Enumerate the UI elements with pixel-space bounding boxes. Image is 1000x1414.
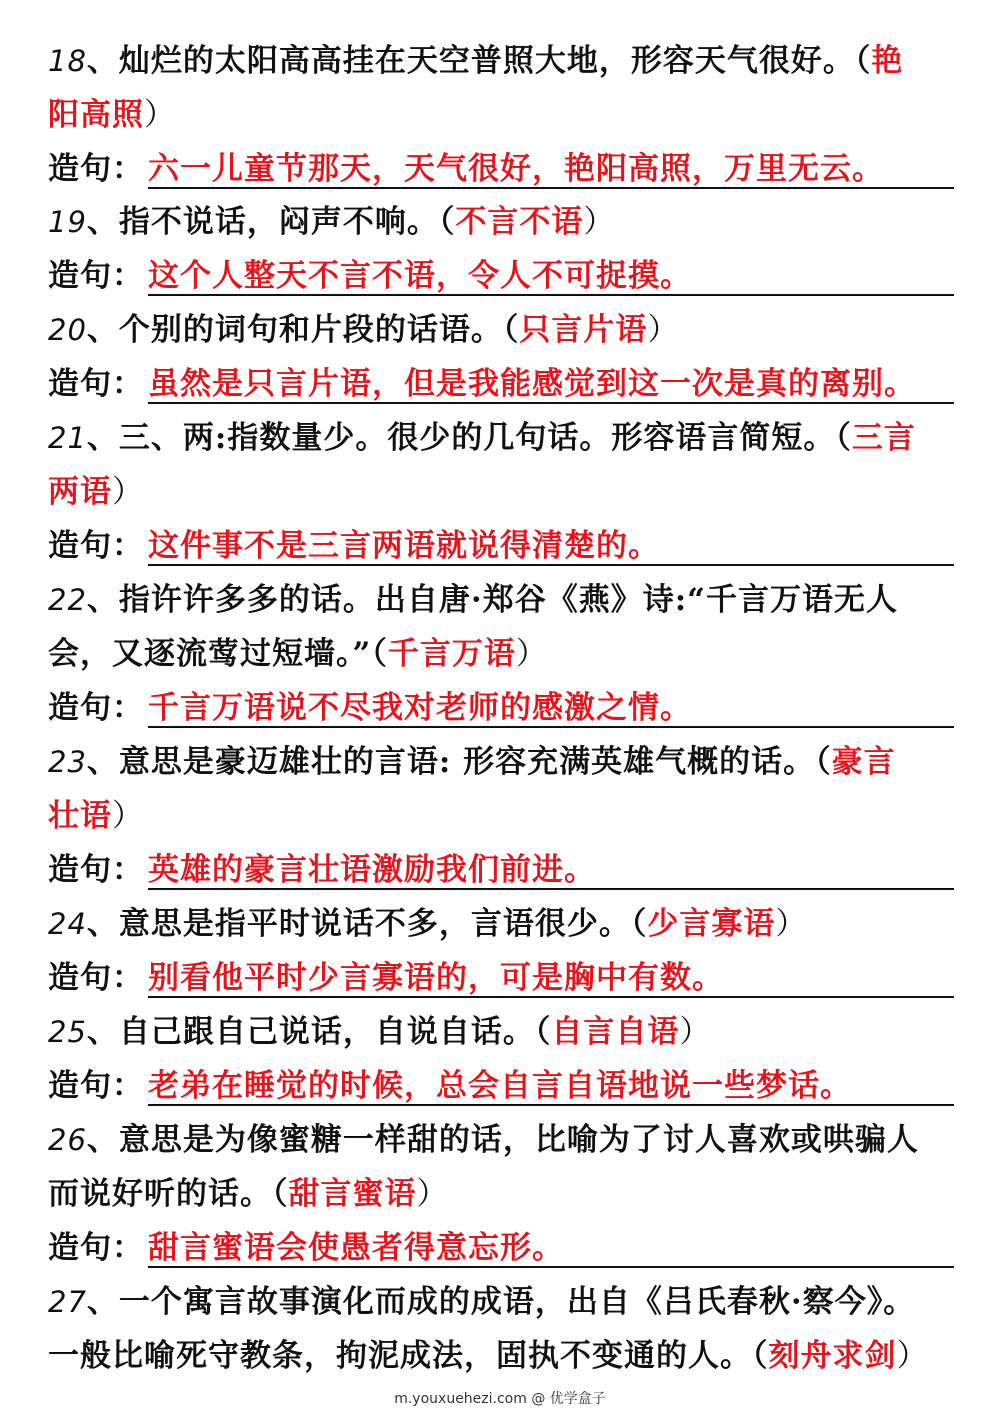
question-text: 、意思是豪迈雄壮的言语: 形容充满英雄气概的话。（: [86, 744, 832, 780]
sentence-row: [48, 256, 954, 296]
answer-underline: [148, 996, 954, 998]
question-text: 而说好听的话。（: [48, 1176, 289, 1212]
answer-underline: [148, 1104, 954, 1106]
answer-underline: [148, 294, 954, 296]
question-number: 26: [48, 1123, 87, 1157]
question-line: [48, 904, 954, 944]
sentence-label: 造句：: [48, 258, 144, 294]
sentence-row: [48, 1228, 954, 1268]
sentence-row: [48, 149, 954, 189]
closing-paren: ）: [144, 97, 176, 133]
answer-idiom: 只言片语: [519, 312, 648, 348]
question-line: [48, 472, 954, 512]
question-text: 一般比喻死守教条，拘泥成法，固执不变通的人。（: [48, 1338, 769, 1374]
answer-idiom: 两语: [48, 474, 112, 510]
example-sentence: 这件事不是三言两语就说得清楚的。: [148, 528, 660, 564]
question-number: 22: [48, 583, 87, 617]
answer-idiom: 三言: [851, 420, 916, 456]
question-text: 、自己跟自己说话，自说自话。（: [86, 1014, 552, 1050]
answer-idiom: 不言不语: [455, 204, 584, 240]
question-line: [48, 1120, 954, 1160]
question-line: [48, 580, 954, 620]
example-sentence: 虽然是只言片语，但是我能感觉到这一次是真的离别。: [148, 366, 916, 402]
sentence-row: [48, 1066, 954, 1106]
closing-paren: ）: [679, 1014, 712, 1050]
closing-paren: ）: [112, 798, 144, 834]
sentence-label: 造句：: [48, 366, 144, 402]
question-line: [48, 41, 954, 81]
question-text: 、三、两:指数量少。很少的几句话。形容语言简短。（: [86, 420, 852, 456]
question-number: 18: [48, 44, 87, 78]
answer-idiom: 壮语: [48, 798, 112, 834]
closing-paren: ）: [515, 636, 548, 672]
question-line: [48, 1174, 954, 1214]
question-number: 27: [48, 1285, 87, 1319]
question-line: [48, 634, 954, 674]
closing-paren: ）: [896, 1338, 929, 1374]
answer-underline: [148, 402, 954, 404]
question-text: 、个别的词句和片段的话语。（: [86, 312, 520, 348]
example-sentence: 六一儿童节那天，天气很好，艳阳高照，万里无云。: [148, 151, 884, 187]
example-sentence: 甜言蜜语会使愚者得意忘形。: [148, 1230, 564, 1266]
question-line: [48, 202, 954, 242]
answer-underline: [148, 888, 954, 890]
question-number: 23: [48, 745, 87, 779]
footer-watermark: m.youxuehezi.com @ 优学盒子: [394, 1391, 606, 1407]
closing-paren: ）: [112, 474, 144, 510]
answer-idiom: 阳高照: [48, 97, 144, 133]
question-text: 、指不说话，闷声不响。（: [86, 204, 456, 240]
sentence-label: 造句：: [48, 852, 144, 888]
sentence-label: 造句：: [48, 1068, 144, 1104]
question-text: 、意思是指平时说话不多，言语很少。（: [86, 906, 648, 942]
closing-paren: ）: [416, 1176, 449, 1212]
answer-idiom: 千言万语: [387, 636, 516, 672]
answer-idiom: 艳: [871, 43, 904, 79]
sentence-label: 造句：: [48, 690, 144, 726]
sentence-row: [48, 526, 954, 566]
sentence-label: 造句：: [48, 151, 144, 187]
question-text: 、指许许多多的话。出自唐·郑谷《燕》诗:“千言万语无人: [86, 582, 898, 618]
question-text: 、灿烂的太阳高高挂在天空普照大地，形容天气很好。（: [86, 43, 872, 79]
question-line: [48, 310, 954, 350]
question-number: 19: [48, 205, 87, 239]
answer-underline: [148, 1266, 954, 1268]
example-sentence: 别看他平时少言寡语的，可是胸中有数。: [148, 960, 724, 996]
closing-paren: ）: [775, 906, 808, 942]
question-line: [48, 796, 954, 836]
example-sentence: 英雄的豪言壮语激励我们前进。: [148, 852, 596, 888]
sentence-label: 造句：: [48, 528, 144, 564]
question-line: [48, 1282, 954, 1322]
answer-idiom: 豪言: [831, 744, 896, 780]
example-sentence: 老弟在睡觉的时候，总会自言自语地说一些梦话。: [148, 1068, 852, 1104]
answer-underline: [148, 564, 954, 566]
question-number: 25: [48, 1015, 87, 1049]
example-sentence: 千言万语说不尽我对老师的感激之情。: [148, 690, 692, 726]
question-line: [48, 742, 954, 782]
sentence-row: [48, 958, 954, 998]
answer-idiom: 少言寡语: [647, 906, 776, 942]
sentence-label: 造句：: [48, 960, 144, 996]
answer-underline: [148, 726, 954, 728]
question-line: [48, 1336, 954, 1376]
question-text: 、意思是为像蜜糖一样甜的话，比喻为了讨人喜欢或哄骗人: [86, 1122, 919, 1158]
question-line: [48, 95, 954, 135]
question-text: 会，又逐流莺过短墙。”（: [48, 636, 388, 672]
question-number: 21: [48, 421, 87, 455]
answer-underline: [148, 187, 954, 189]
answer-idiom: 自言自语: [551, 1014, 680, 1050]
question-number: 20: [48, 313, 87, 347]
question-number: 24: [48, 907, 87, 941]
sentence-label: 造句：: [48, 1230, 144, 1266]
answer-idiom: 甜言蜜语: [288, 1176, 417, 1212]
question-text: 、一个寓言故事演化而成的成语，出自《吕氏春秋·察今》。: [86, 1284, 916, 1320]
answer-idiom: 刻舟求剑: [768, 1338, 897, 1374]
question-line: [48, 418, 954, 458]
question-line: [48, 1012, 954, 1052]
sentence-row: [48, 688, 954, 728]
sentence-row: [48, 850, 954, 890]
example-sentence: 这个人整天不言不语，令人不可捉摸。: [148, 258, 692, 294]
closing-paren: ）: [647, 312, 680, 348]
sentence-row: [48, 364, 954, 404]
closing-paren: ）: [583, 204, 616, 240]
